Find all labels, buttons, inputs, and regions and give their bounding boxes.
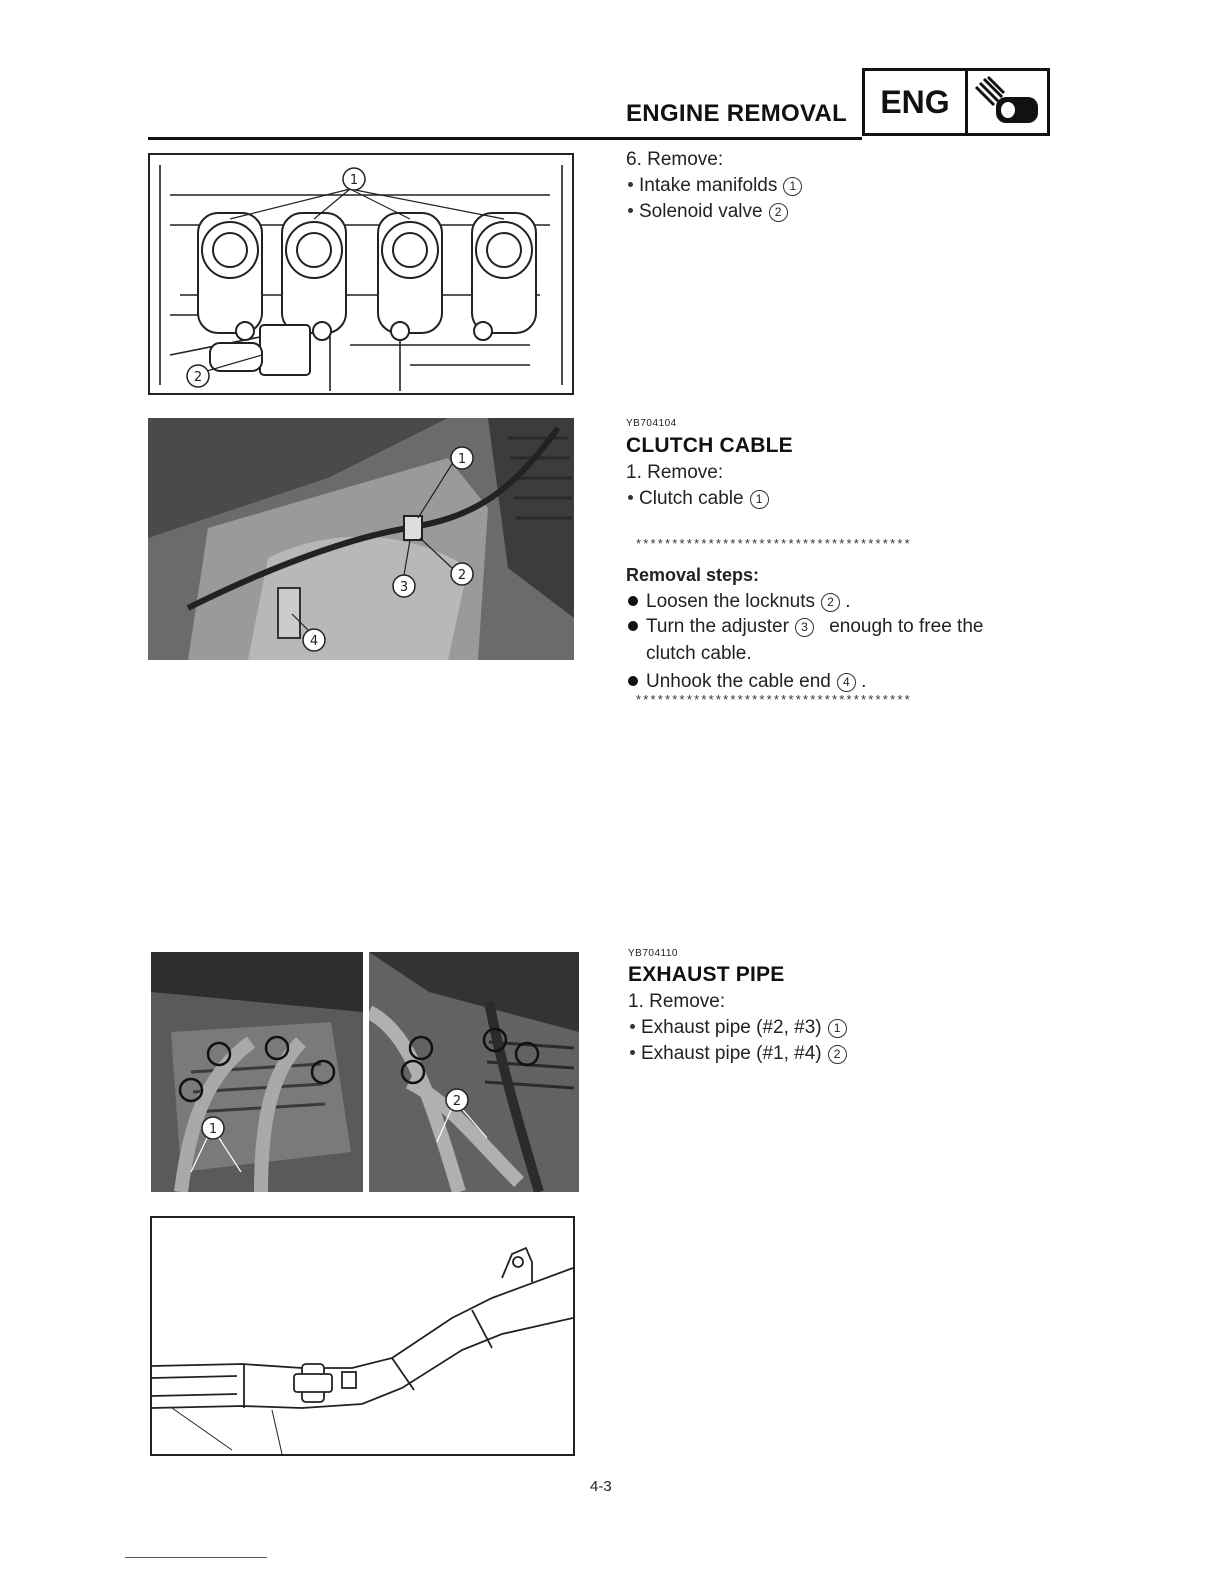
section-badge [862,68,1050,136]
figure-callout-4-label: 4 [309,634,319,649]
svg-text:1: 1 [208,1122,218,1137]
callout-ref: 2 [821,593,840,612]
exhaust-photo-right [369,952,579,1192]
manifold-2 [282,213,346,340]
callout-ref: 3 [795,618,814,637]
exhaust-photo-left [151,952,363,1192]
intake-item-2: Solenoid valve 2 [628,199,788,225]
exhaust-pipe-drawing [152,1218,573,1454]
bullet [630,1024,635,1029]
page-number: 4-3 [590,1478,612,1495]
exhaust-pipe-figure [150,1216,575,1456]
exhaust-step: 1. Remove: [628,991,726,1012]
svg-text:2: 2 [452,1094,462,1109]
figure-callout-3-label: 3 [399,580,409,595]
manifold-4 [472,213,536,340]
figure-callout-1-label: 1 [457,452,467,467]
bullet [628,208,633,213]
callout-ref: 1 [828,1019,847,1038]
bullet [628,495,633,500]
intake-item-1: Intake manifolds 1 [628,173,802,199]
section-code: YB704104 [626,418,677,429]
manifold-3 [378,213,442,340]
figure-callout-2-label: 2 [457,568,467,583]
bullet [630,1050,635,1055]
intake-manifold-drawing [150,155,572,393]
callout-ref: 1 [783,177,802,196]
removal-step-3: Unhook the cable end 4 . [628,669,866,695]
footer-rule [125,1557,267,1558]
clutch-cable-photo [148,418,574,660]
callout-ref: 2 [769,203,788,222]
intake-manifold-figure [148,153,574,395]
header-rule [148,137,862,140]
removal-step-2-continued: clutch cable. [646,643,752,664]
exhaust-item-2: Exhaust pipe (#1, #4) 2 [630,1041,847,1067]
removal-step-1: Loosen the locknuts 2 . [628,589,851,615]
figure-callout-2 [187,365,209,387]
exhaust-photo-right-drawing [369,952,579,1192]
section-title-exhaust-pipe: EXHAUST PIPE [628,963,785,986]
svg-text:2: 2 [193,370,203,385]
bullet [628,596,638,606]
callout-ref: 2 [828,1045,847,1064]
bullet [628,676,638,686]
exhaust-item-1: Exhaust pipe (#2, #3) 1 [630,1015,847,1041]
removal-steps-title: Removal steps: [626,565,760,585]
clutch-cable-photo-drawing [148,418,574,660]
section-badge-label: ENG [865,71,968,133]
intake-step: 6. Remove: [626,149,724,170]
clutch-item: Clutch cable 1 [628,486,769,512]
manifold-1 [198,213,262,340]
callout-ref: 1 [750,490,769,509]
figure-callout-1 [343,168,365,190]
figure-callout-2 [446,1089,468,1111]
divider-stars-bottom: ************************************** [636,692,912,707]
divider-stars-top: ************************************** [636,536,912,551]
removal-step-2: Turn the adjuster 3 enough to free the [628,614,983,640]
engine-cylinder-icon [968,75,1044,129]
svg-text:1: 1 [349,173,359,188]
section-title-clutch-cable: CLUTCH CABLE [626,434,793,457]
bullet [628,621,638,631]
exhaust-photo-left-drawing [151,952,363,1192]
callout-ref: 4 [837,673,856,692]
section-code: YB704110 [628,948,678,959]
bullet [628,182,633,187]
pipe-clamp [294,1364,356,1402]
figure-callout-1 [202,1117,224,1139]
clutch-step: 1. Remove: [626,462,724,483]
page-title: ENGINE REMOVAL [626,100,848,127]
